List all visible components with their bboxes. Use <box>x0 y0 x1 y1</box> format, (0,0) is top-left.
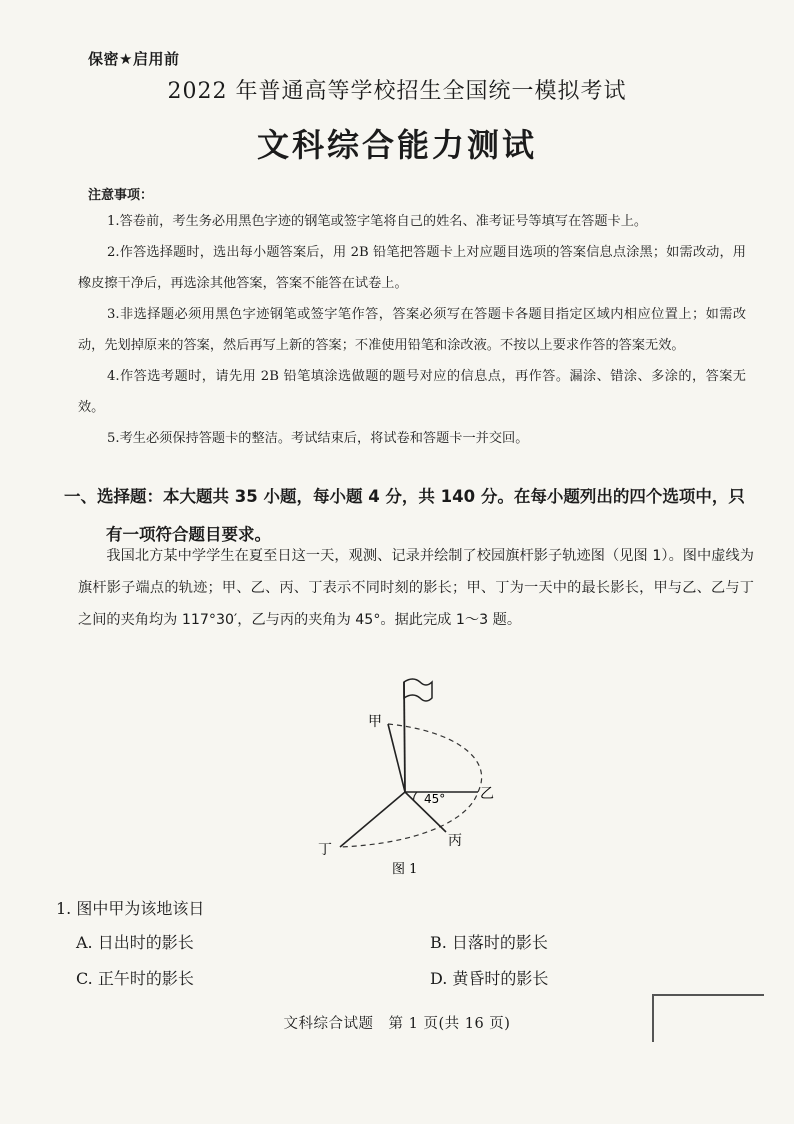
label-ding: 丁 <box>318 842 332 858</box>
exam-title: 2022 年普通高等学校招生全国统一模拟考试 <box>167 79 627 104</box>
section-heading-line1: 一、选择题：本大题共 35 小题，每小题 4 分，共 140 分。在每小题列出的四个选项中，只 <box>64 487 745 506</box>
label-yi: 乙 <box>480 786 494 802</box>
option-c: C. 正午时的影长 <box>76 969 194 988</box>
section-heading-line2: 有一项符合题目要求。 <box>106 525 271 544</box>
notes-list <box>78 206 746 454</box>
note-item-3: 3.非选择题必须用黑色字迹钢笔或签字笔作答，答案必须写在答题卡各题目指定区域内相应位置上；如需改动，先划掉原来的答案，然后再写上新的答案；不准使用铅笔和涂改液。不按以上要求作答的答案无效。 <box>78 307 746 353</box>
note-item-4: 4.作答选考题时，请先用 2B 铅笔填涂选做题的题号对应的信息点，再作答。漏涂、错涂、多涂的，答案无效。 <box>78 369 746 415</box>
figure-caption: 图 1 <box>392 862 418 877</box>
label-bing: 丙 <box>448 833 462 849</box>
subject-title: 文科综合能力测试 <box>256 126 537 164</box>
angle-label: 45° <box>424 792 446 806</box>
option-d: D. 黄昏时的影长 <box>430 969 549 988</box>
note-item-5: 5.考生必须保持答题卡的整洁。考试结束后，将试卷和答题卡一并交回。 <box>107 431 529 446</box>
page-footer: 文科综合试题 第 1 页(共 16 页) <box>283 1016 511 1032</box>
question-intro: 我国北方某中学学生在夏至日这一天，观测、记录并绘制了校园旗杆影子轨迹图（见图 1）。图中虚线为旗杆影子端点的轨迹；甲、乙、丙、丁表示不同时刻的影长；甲、丁为一天中的最长影长，甲与乙、乙与丁之间的夹角均为 117°30′，乙与丙的夹角为 45°。据此完成 1～3 题。 <box>78 548 754 628</box>
note-item-2: 2.作答选择题时，选出每小题答案后，用 2B 铅笔把答题卡上对应题目选项的答案信息点涂黑；如需改动，用橡皮擦干净后，再选涂其他答案，答案不能答在试卷上。 <box>78 245 746 291</box>
note-item-1: 1.答卷前，考生务必用黑色字迹的钢笔或签字笔将自己的姓名、准考证号等填写在答题卡上。 <box>107 214 648 229</box>
shadow-ding <box>340 792 405 847</box>
confidential-mark: 保密★启用前 <box>88 50 180 68</box>
flagpole-shadow-diagram <box>300 672 520 882</box>
flag-icon <box>404 679 432 701</box>
angle-arc <box>413 792 417 801</box>
option-a: A. 日出时的影长 <box>76 933 194 952</box>
shadow-jia <box>388 724 405 792</box>
option-b: B. 日落时的影长 <box>430 933 548 952</box>
notes-heading: 注意事项： <box>88 188 154 203</box>
label-jia: 甲 <box>368 714 382 730</box>
question-1-stem: 1. 图中甲为该地该日 <box>56 899 205 918</box>
